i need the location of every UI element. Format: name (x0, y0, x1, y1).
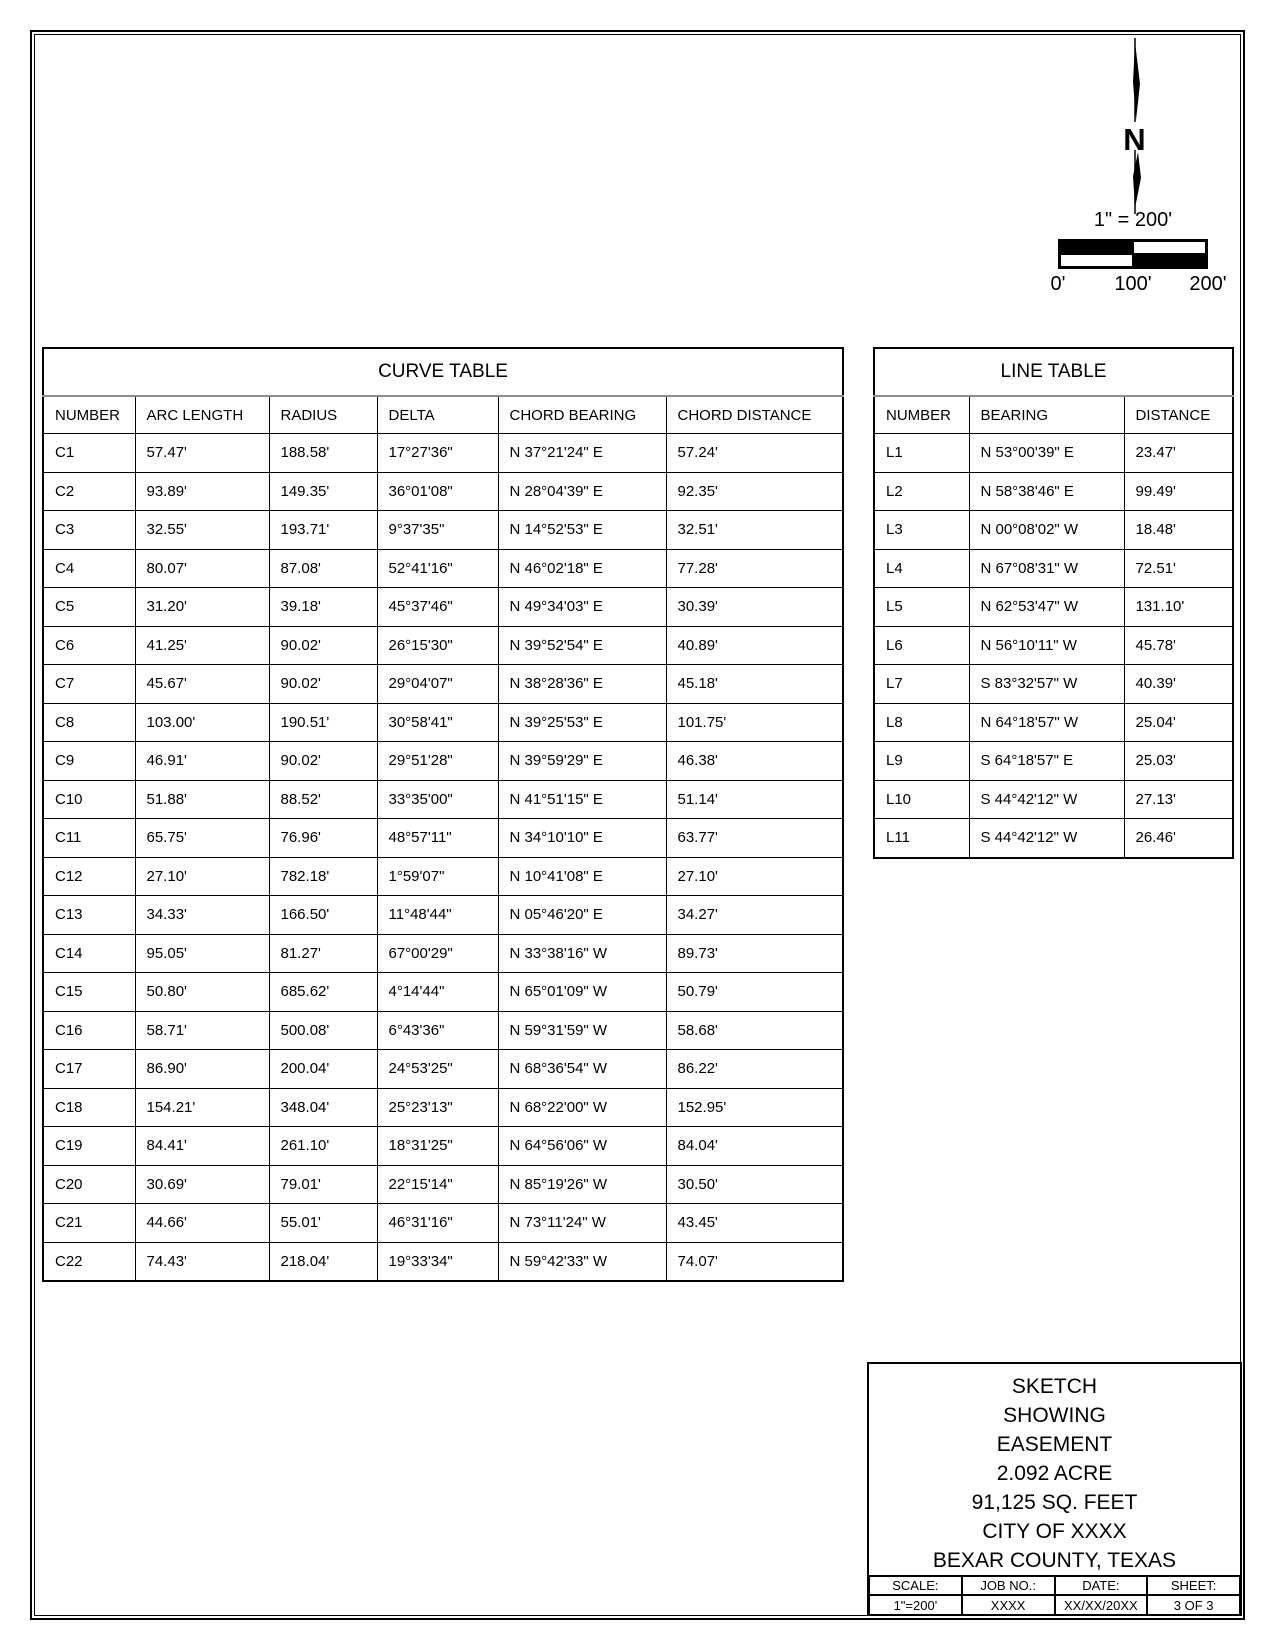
curve-table-title-row (43, 348, 843, 396)
line-distance: 40.39' (1124, 665, 1233, 704)
curve-radius: 79.01' (269, 1165, 377, 1204)
line-col-number: NUMBER (874, 396, 969, 434)
title-block-footer (869, 1575, 1240, 1616)
curve-radius: 55.01' (269, 1204, 377, 1243)
curve-chord-bearing: N 39°59'29" E (498, 742, 666, 781)
curve-arc-length: 44.66' (135, 1204, 269, 1243)
line-bearing: N 00°08'02" W (969, 511, 1124, 550)
line-bearing: S 64°18'57" E (969, 742, 1124, 781)
line-bearing: S 83°32'57" W (969, 665, 1124, 704)
curve-table-row (43, 742, 843, 781)
title-block-line: BEXAR COUNTY, TEXAS (932, 1549, 1177, 1572)
curve-radius: 218.04' (269, 1242, 377, 1281)
curve-arc-length: 31.20' (135, 588, 269, 627)
curve-delta: 22°15'14" (377, 1165, 498, 1204)
line-bearing: S 44°42'12" W (969, 819, 1124, 858)
curve-radius: 76.96' (269, 819, 377, 858)
curve-arc-length: 80.07' (135, 549, 269, 588)
curve-chord-bearing: N 39°25'53" E (498, 703, 666, 742)
scale-bar-segment (1060, 241, 1133, 254)
line-table (873, 347, 1234, 859)
line-table-row (874, 819, 1233, 858)
line-number: L11 (874, 819, 969, 858)
curve-table-row (43, 1242, 843, 1281)
curve-radius: 188.58' (269, 434, 377, 473)
title-block-line: 91,125 SQ. FEET (971, 1491, 1138, 1514)
curve-number: C12 (43, 857, 135, 896)
line-bearing: N 53°00'39" E (969, 434, 1124, 473)
curve-delta: 24°53'25" (377, 1050, 498, 1089)
curve-table-header-row (43, 396, 843, 434)
curve-chord-bearing: N 68°36'54" W (498, 1050, 666, 1089)
curve-table-row (43, 934, 843, 973)
line-bearing: N 62°53'47" W (969, 588, 1124, 627)
curve-delta: 30°58'41" (377, 703, 498, 742)
curve-chord-bearing: N 10°41'08" E (498, 857, 666, 896)
curve-radius: 149.35' (269, 472, 377, 511)
title-block (867, 1362, 1242, 1616)
curve-radius: 193.71' (269, 511, 377, 550)
date-value: XX/XX/20XX (1055, 1595, 1148, 1616)
curve-arc-length: 41.25' (135, 626, 269, 665)
curve-chord-bearing: N 39°52'54" E (498, 626, 666, 665)
curve-arc-length: 86.90' (135, 1050, 269, 1089)
curve-chord-distance: 51.14' (666, 780, 843, 819)
line-number: L1 (874, 434, 969, 473)
curve-chord-distance: 86.22' (666, 1050, 843, 1089)
curve-arc-length: 46.91' (135, 742, 269, 781)
curve-radius: 39.18' (269, 588, 377, 627)
curve-arc-length: 30.69' (135, 1165, 269, 1204)
curve-arc-length: 57.47' (135, 434, 269, 473)
curve-delta: 52°41'16" (377, 549, 498, 588)
curve-chord-distance: 27.10' (666, 857, 843, 896)
curve-delta: 19°33'34" (377, 1242, 498, 1281)
curve-radius: 87.08' (269, 549, 377, 588)
curve-chord-bearing: N 41°51'15" E (498, 780, 666, 819)
curve-number: C2 (43, 472, 135, 511)
curve-chord-distance: 30.50' (666, 1165, 843, 1204)
curve-radius: 81.27' (269, 934, 377, 973)
curve-chord-bearing: N 68°22'00" W (498, 1088, 666, 1127)
scale-tick-0: 0' (1050, 273, 1066, 295)
curve-chord-distance: 89.73' (666, 934, 843, 973)
line-bearing: N 56°10'11" W (969, 626, 1124, 665)
curve-chord-distance: 43.45' (666, 1204, 843, 1243)
line-col-distance: DISTANCE (1124, 396, 1233, 434)
curve-delta: 33°35'00" (377, 780, 498, 819)
curve-table-row (43, 703, 843, 742)
line-number: L10 (874, 780, 969, 819)
curve-col-radius: RADIUS (269, 396, 377, 434)
curve-delta: 17°27'36" (377, 434, 498, 473)
curve-table-row (43, 434, 843, 473)
scale-value: 1"=200' (869, 1595, 962, 1616)
curve-number: C13 (43, 896, 135, 935)
scale-tick-100: 100' (1114, 273, 1152, 295)
scale-bar-segment (1133, 241, 1206, 254)
curve-chord-distance: 74.07' (666, 1242, 843, 1281)
curve-delta: 29°04'07" (377, 665, 498, 704)
title-block-line: SKETCH (1011, 1375, 1098, 1398)
curve-table-row (43, 1127, 843, 1166)
north-label: N (1123, 122, 1147, 157)
curve-chord-bearing: N 14°52'53" E (498, 511, 666, 550)
curve-arc-length: 103.00' (135, 703, 269, 742)
line-bearing: N 64°18'57" W (969, 703, 1124, 742)
line-distance: 26.46' (1124, 819, 1233, 858)
curve-arc-length: 95.05' (135, 934, 269, 973)
curve-table-row (43, 857, 843, 896)
job-no-label: JOB NO.: (962, 1576, 1055, 1595)
curve-table-row (43, 1165, 843, 1204)
curve-chord-distance: 92.35' (666, 472, 843, 511)
title-block-line: EASEMENT (996, 1433, 1113, 1456)
curve-radius: 88.52' (269, 780, 377, 819)
curve-chord-distance: 34.27' (666, 896, 843, 935)
curve-delta: 6°43'36" (377, 1011, 498, 1050)
curve-col-number: NUMBER (43, 396, 135, 434)
curve-table-title: CURVE TABLE (43, 348, 843, 396)
line-number: L5 (874, 588, 969, 627)
line-distance: 131.10' (1124, 588, 1233, 627)
job-no-value: XXXX (962, 1595, 1055, 1616)
line-number: L7 (874, 665, 969, 704)
line-distance: 99.49' (1124, 472, 1233, 511)
title-block-text (869, 1364, 1240, 1575)
curve-radius: 166.50' (269, 896, 377, 935)
curve-chord-distance: 40.89' (666, 626, 843, 665)
curve-chord-bearing: N 34°10'10" E (498, 819, 666, 858)
curve-chord-bearing: N 59°31'59" W (498, 1011, 666, 1050)
curve-table-row (43, 1011, 843, 1050)
curve-chord-distance: 57.24' (666, 434, 843, 473)
curve-delta: 45°37'46" (377, 588, 498, 627)
line-distance: 27.13' (1124, 780, 1233, 819)
curve-number: C5 (43, 588, 135, 627)
curve-arc-length: 58.71' (135, 1011, 269, 1050)
curve-table-row (43, 1050, 843, 1089)
curve-number: C10 (43, 780, 135, 819)
curve-chord-bearing: N 85°19'26" W (498, 1165, 666, 1204)
curve-number: C11 (43, 819, 135, 858)
curve-number: C22 (43, 1242, 135, 1281)
curve-table-row (43, 780, 843, 819)
line-distance: 23.47' (1124, 434, 1233, 473)
curve-chord-distance: 46.38' (666, 742, 843, 781)
sheet-label: SHEET: (1147, 1576, 1240, 1595)
curve-chord-bearing: N 33°38'16" W (498, 934, 666, 973)
sheet-value: 3 OF 3 (1147, 1595, 1240, 1616)
scale-tick-200: 200' (1189, 273, 1227, 295)
curve-delta: 36°01'08" (377, 472, 498, 511)
curve-chord-bearing: N 46°02'18" E (498, 549, 666, 588)
curve-radius: 90.02' (269, 742, 377, 781)
line-number: L4 (874, 549, 969, 588)
line-table-row (874, 780, 1233, 819)
curve-delta: 18°31'25" (377, 1127, 498, 1166)
curve-table-row (43, 665, 843, 704)
line-table-row (874, 434, 1233, 473)
curve-number: C3 (43, 511, 135, 550)
line-table-row (874, 472, 1233, 511)
line-table-row (874, 703, 1233, 742)
curve-chord-bearing: N 65°01'09" W (498, 973, 666, 1012)
line-distance: 45.78' (1124, 626, 1233, 665)
curve-chord-bearing: N 49°34'03" E (498, 588, 666, 627)
curve-number: C7 (43, 665, 135, 704)
curve-table-row (43, 819, 843, 858)
curve-arc-length: 45.67' (135, 665, 269, 704)
curve-chord-distance: 30.39' (666, 588, 843, 627)
curve-chord-bearing: N 59°42'33" W (498, 1242, 666, 1281)
line-table-title: LINE TABLE (874, 348, 1233, 396)
scale-bar-segment (1060, 254, 1133, 267)
curve-table (42, 347, 844, 1282)
line-col-bearing: BEARING (969, 396, 1124, 434)
curve-arc-length: 93.89' (135, 472, 269, 511)
curve-chord-distance: 77.28' (666, 549, 843, 588)
curve-chord-distance: 45.18' (666, 665, 843, 704)
line-distance: 25.04' (1124, 703, 1233, 742)
scale-bar (1058, 239, 1208, 269)
curve-arc-length: 34.33' (135, 896, 269, 935)
curve-arc-length: 51.88' (135, 780, 269, 819)
curve-table-row (43, 1088, 843, 1127)
curve-number: C1 (43, 434, 135, 473)
scale-bar-segment (1133, 254, 1206, 267)
curve-number: C9 (43, 742, 135, 781)
curve-number: C4 (43, 549, 135, 588)
curve-arc-length: 154.21' (135, 1088, 269, 1127)
curve-table-row (43, 1204, 843, 1243)
curve-radius: 190.51' (269, 703, 377, 742)
curve-table-row (43, 549, 843, 588)
line-table-row (874, 742, 1233, 781)
line-bearing: S 44°42'12" W (969, 780, 1124, 819)
curve-number: C19 (43, 1127, 135, 1166)
curve-arc-length: 27.10' (135, 857, 269, 896)
curve-delta: 1°59'07" (377, 857, 498, 896)
line-table-row (874, 549, 1233, 588)
curve-arc-length: 84.41' (135, 1127, 269, 1166)
curve-col-chord-distance: CHORD DISTANCE (666, 396, 843, 434)
curve-table-row (43, 626, 843, 665)
curve-radius: 261.10' (269, 1127, 377, 1166)
line-number: L6 (874, 626, 969, 665)
line-table-title-row (874, 348, 1233, 396)
line-table-row (874, 626, 1233, 665)
curve-delta: 11°48'44" (377, 896, 498, 935)
curve-number: C15 (43, 973, 135, 1012)
curve-delta: 26°15'30" (377, 626, 498, 665)
line-number: L9 (874, 742, 969, 781)
curve-table-row (43, 896, 843, 935)
curve-radius: 685.62' (269, 973, 377, 1012)
curve-radius: 782.18' (269, 857, 377, 896)
curve-delta: 48°57'11" (377, 819, 498, 858)
curve-number: C8 (43, 703, 135, 742)
line-bearing: N 58°38'46" E (969, 472, 1124, 511)
curve-delta: 67°00'29" (377, 934, 498, 973)
curve-number: C14 (43, 934, 135, 973)
curve-chord-distance: 152.95' (666, 1088, 843, 1127)
curve-chord-bearing: N 73°11'24" W (498, 1204, 666, 1243)
curve-number: C21 (43, 1204, 135, 1243)
line-table-header-row (874, 396, 1233, 434)
curve-chord-distance: 32.51' (666, 511, 843, 550)
title-block-line: SHOWING (1003, 1404, 1106, 1427)
curve-chord-distance: 101.75' (666, 703, 843, 742)
curve-delta: 25°23'13" (377, 1088, 498, 1127)
curve-delta: 4°14'44" (377, 973, 498, 1012)
curve-col-chord-bearing: CHORD BEARING (498, 396, 666, 434)
curve-col-arc-length: ARC LENGTH (135, 396, 269, 434)
curve-arc-length: 32.55' (135, 511, 269, 550)
curve-delta: 9°37'35" (377, 511, 498, 550)
scale-caption: 1" = 200' (1093, 209, 1173, 231)
curve-radius: 348.04' (269, 1088, 377, 1127)
line-distance: 18.48' (1124, 511, 1233, 550)
curve-number: C18 (43, 1088, 135, 1127)
curve-chord-bearing: N 38°28'36" E (498, 665, 666, 704)
line-number: L3 (874, 511, 969, 550)
date-label: DATE: (1055, 1576, 1148, 1595)
curve-radius: 90.02' (269, 665, 377, 704)
curve-chord-bearing: N 28°04'39" E (498, 472, 666, 511)
curve-chord-distance: 84.04' (666, 1127, 843, 1166)
line-number: L2 (874, 472, 969, 511)
curve-radius: 90.02' (269, 626, 377, 665)
curve-arc-length: 50.80' (135, 973, 269, 1012)
line-table-row (874, 588, 1233, 627)
line-bearing: N 67°08'31" W (969, 549, 1124, 588)
curve-radius: 200.04' (269, 1050, 377, 1089)
curve-chord-distance: 50.79' (666, 973, 843, 1012)
curve-chord-bearing: N 64°56'06" W (498, 1127, 666, 1166)
line-table-row (874, 665, 1233, 704)
curve-table-row (43, 472, 843, 511)
curve-table-row (43, 588, 843, 627)
line-number: L8 (874, 703, 969, 742)
curve-table-row (43, 973, 843, 1012)
curve-number: C16 (43, 1011, 135, 1050)
title-block-line: CITY OF XXXX (982, 1520, 1127, 1543)
curve-chord-distance: 63.77' (666, 819, 843, 858)
curve-chord-distance: 58.68' (666, 1011, 843, 1050)
line-distance: 72.51' (1124, 549, 1233, 588)
curve-radius: 500.08' (269, 1011, 377, 1050)
line-distance: 25.03' (1124, 742, 1233, 781)
curve-col-delta: DELTA (377, 396, 498, 434)
curve-number: C20 (43, 1165, 135, 1204)
curve-delta: 29°51'28" (377, 742, 498, 781)
curve-table-row (43, 511, 843, 550)
curve-chord-bearing: N 37°21'24" E (498, 434, 666, 473)
scale-label: SCALE: (869, 1576, 962, 1595)
title-block-line: 2.092 ACRE (996, 1462, 1113, 1485)
curve-chord-bearing: N 05°46'20" E (498, 896, 666, 935)
curve-number: C6 (43, 626, 135, 665)
curve-number: C17 (43, 1050, 135, 1089)
line-table-row (874, 511, 1233, 550)
curve-arc-length: 65.75' (135, 819, 269, 858)
curve-delta: 46°31'16" (377, 1204, 498, 1243)
curve-arc-length: 74.43' (135, 1242, 269, 1281)
